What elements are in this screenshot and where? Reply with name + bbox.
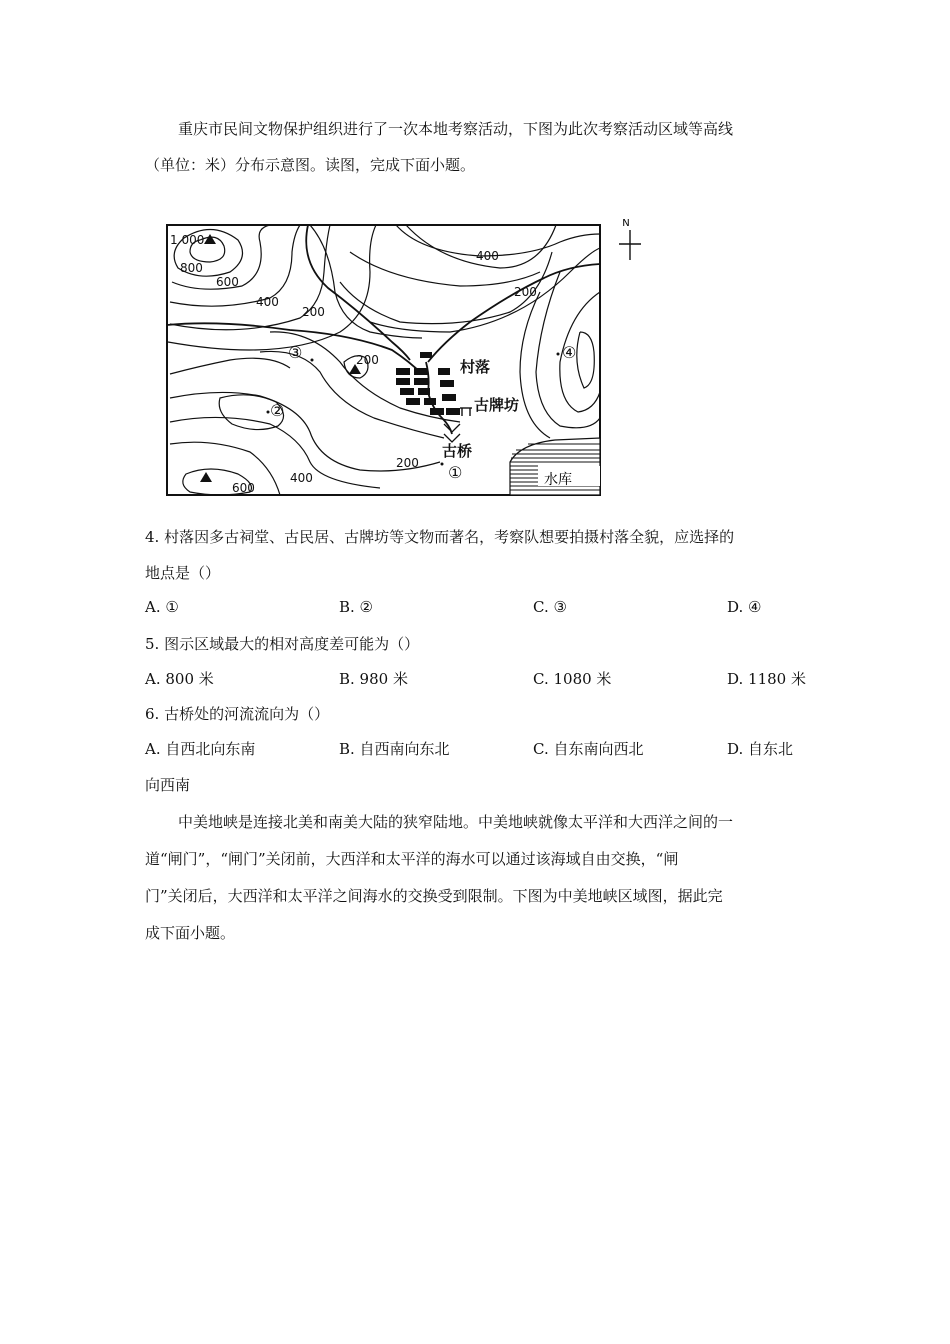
q4-stem-line-2: 地点是（） (145, 564, 221, 582)
point-1-label: ① (448, 463, 463, 482)
q5-option-b: B. 980 米 (339, 670, 408, 688)
contour-label: 600 (232, 481, 255, 495)
intro-2-line-2: 道“闸门”，“闸门”关闭前，大西洋和太平洋的海水可以通过该海域自由交换，“闸 (145, 850, 679, 868)
q6-option-a: A. 自西北向东南 (145, 740, 256, 758)
label-bridge: 古桥 (442, 442, 473, 460)
contour-label: 200 (396, 456, 419, 470)
contour-map (160, 212, 650, 502)
point-3-label: ③ (288, 343, 303, 362)
archway-symbol (460, 408, 472, 416)
point-4-label: ④ (562, 343, 577, 362)
label-village: 村落 (460, 358, 491, 376)
intro-2-line-4: 成下面小题。 (145, 924, 236, 942)
contour-label: 400 (256, 295, 279, 309)
q4-option-a: A. ① (145, 598, 179, 616)
q6-option-d: D. 自东北 (727, 740, 794, 758)
contour-label: 1 000 (170, 233, 205, 247)
q4-stem-line-1: 4. 村落因多古祠堂、古民居、古牌坊等文物而著名，考察队想要拍摄村落全貌，应选择的 (145, 528, 735, 546)
label-archway: 古牌坊 (474, 396, 520, 414)
label-reservoir: 水库 (544, 472, 572, 488)
intro-2-line-1: 中美地峡是连接北美和南美大陆的狭窄陆地。中美地峡就像太平洋和大西洋之间的一 (178, 813, 734, 831)
q4-option-d: D. ④ (727, 598, 762, 616)
contour-label: 800 (180, 261, 203, 275)
intro-1-line-2: （单位：米）分布示意图。读图，完成下面小题。 (145, 156, 476, 174)
point-2-label: ② (270, 401, 285, 420)
contour-label: 200 (514, 285, 537, 299)
q6-stem: 6. 古桥处的河流流向为（） (145, 705, 330, 723)
contour-label: 400 (290, 471, 313, 485)
q4-option-c: C. ③ (533, 598, 567, 616)
contour-label: 600 (216, 275, 239, 289)
q5-option-a: A. 800 米 (145, 670, 214, 688)
contour-label: 200 (302, 305, 325, 319)
q6-option-c: C. 自东南向西北 (533, 740, 644, 758)
north-arrow (619, 218, 641, 260)
intro-2-line-3: 门”关闭后，大西洋和太平洋之间海水的交换受到限制。下图为中美地峡区域图，据此完 (145, 887, 723, 905)
q4-option-b: B. ② (339, 598, 374, 616)
intro-1-line-1: 重庆市民间文物保护组织进行了一次本地考察活动，下图为此次考察活动区域等高线 (178, 120, 734, 138)
q5-option-d: D. 1180 米 (727, 670, 806, 688)
contour-label: 400 (476, 249, 499, 263)
compass-label: N (622, 218, 630, 229)
contour-label: 200 (356, 353, 379, 367)
q6-option-b: B. 自西南向东北 (339, 740, 450, 758)
q6-option-d-continued: 向西南 (145, 776, 191, 794)
q5-option-c: C. 1080 米 (533, 670, 612, 688)
q5-stem: 5. 图示区域最大的相对高度差可能为（） (145, 635, 420, 653)
